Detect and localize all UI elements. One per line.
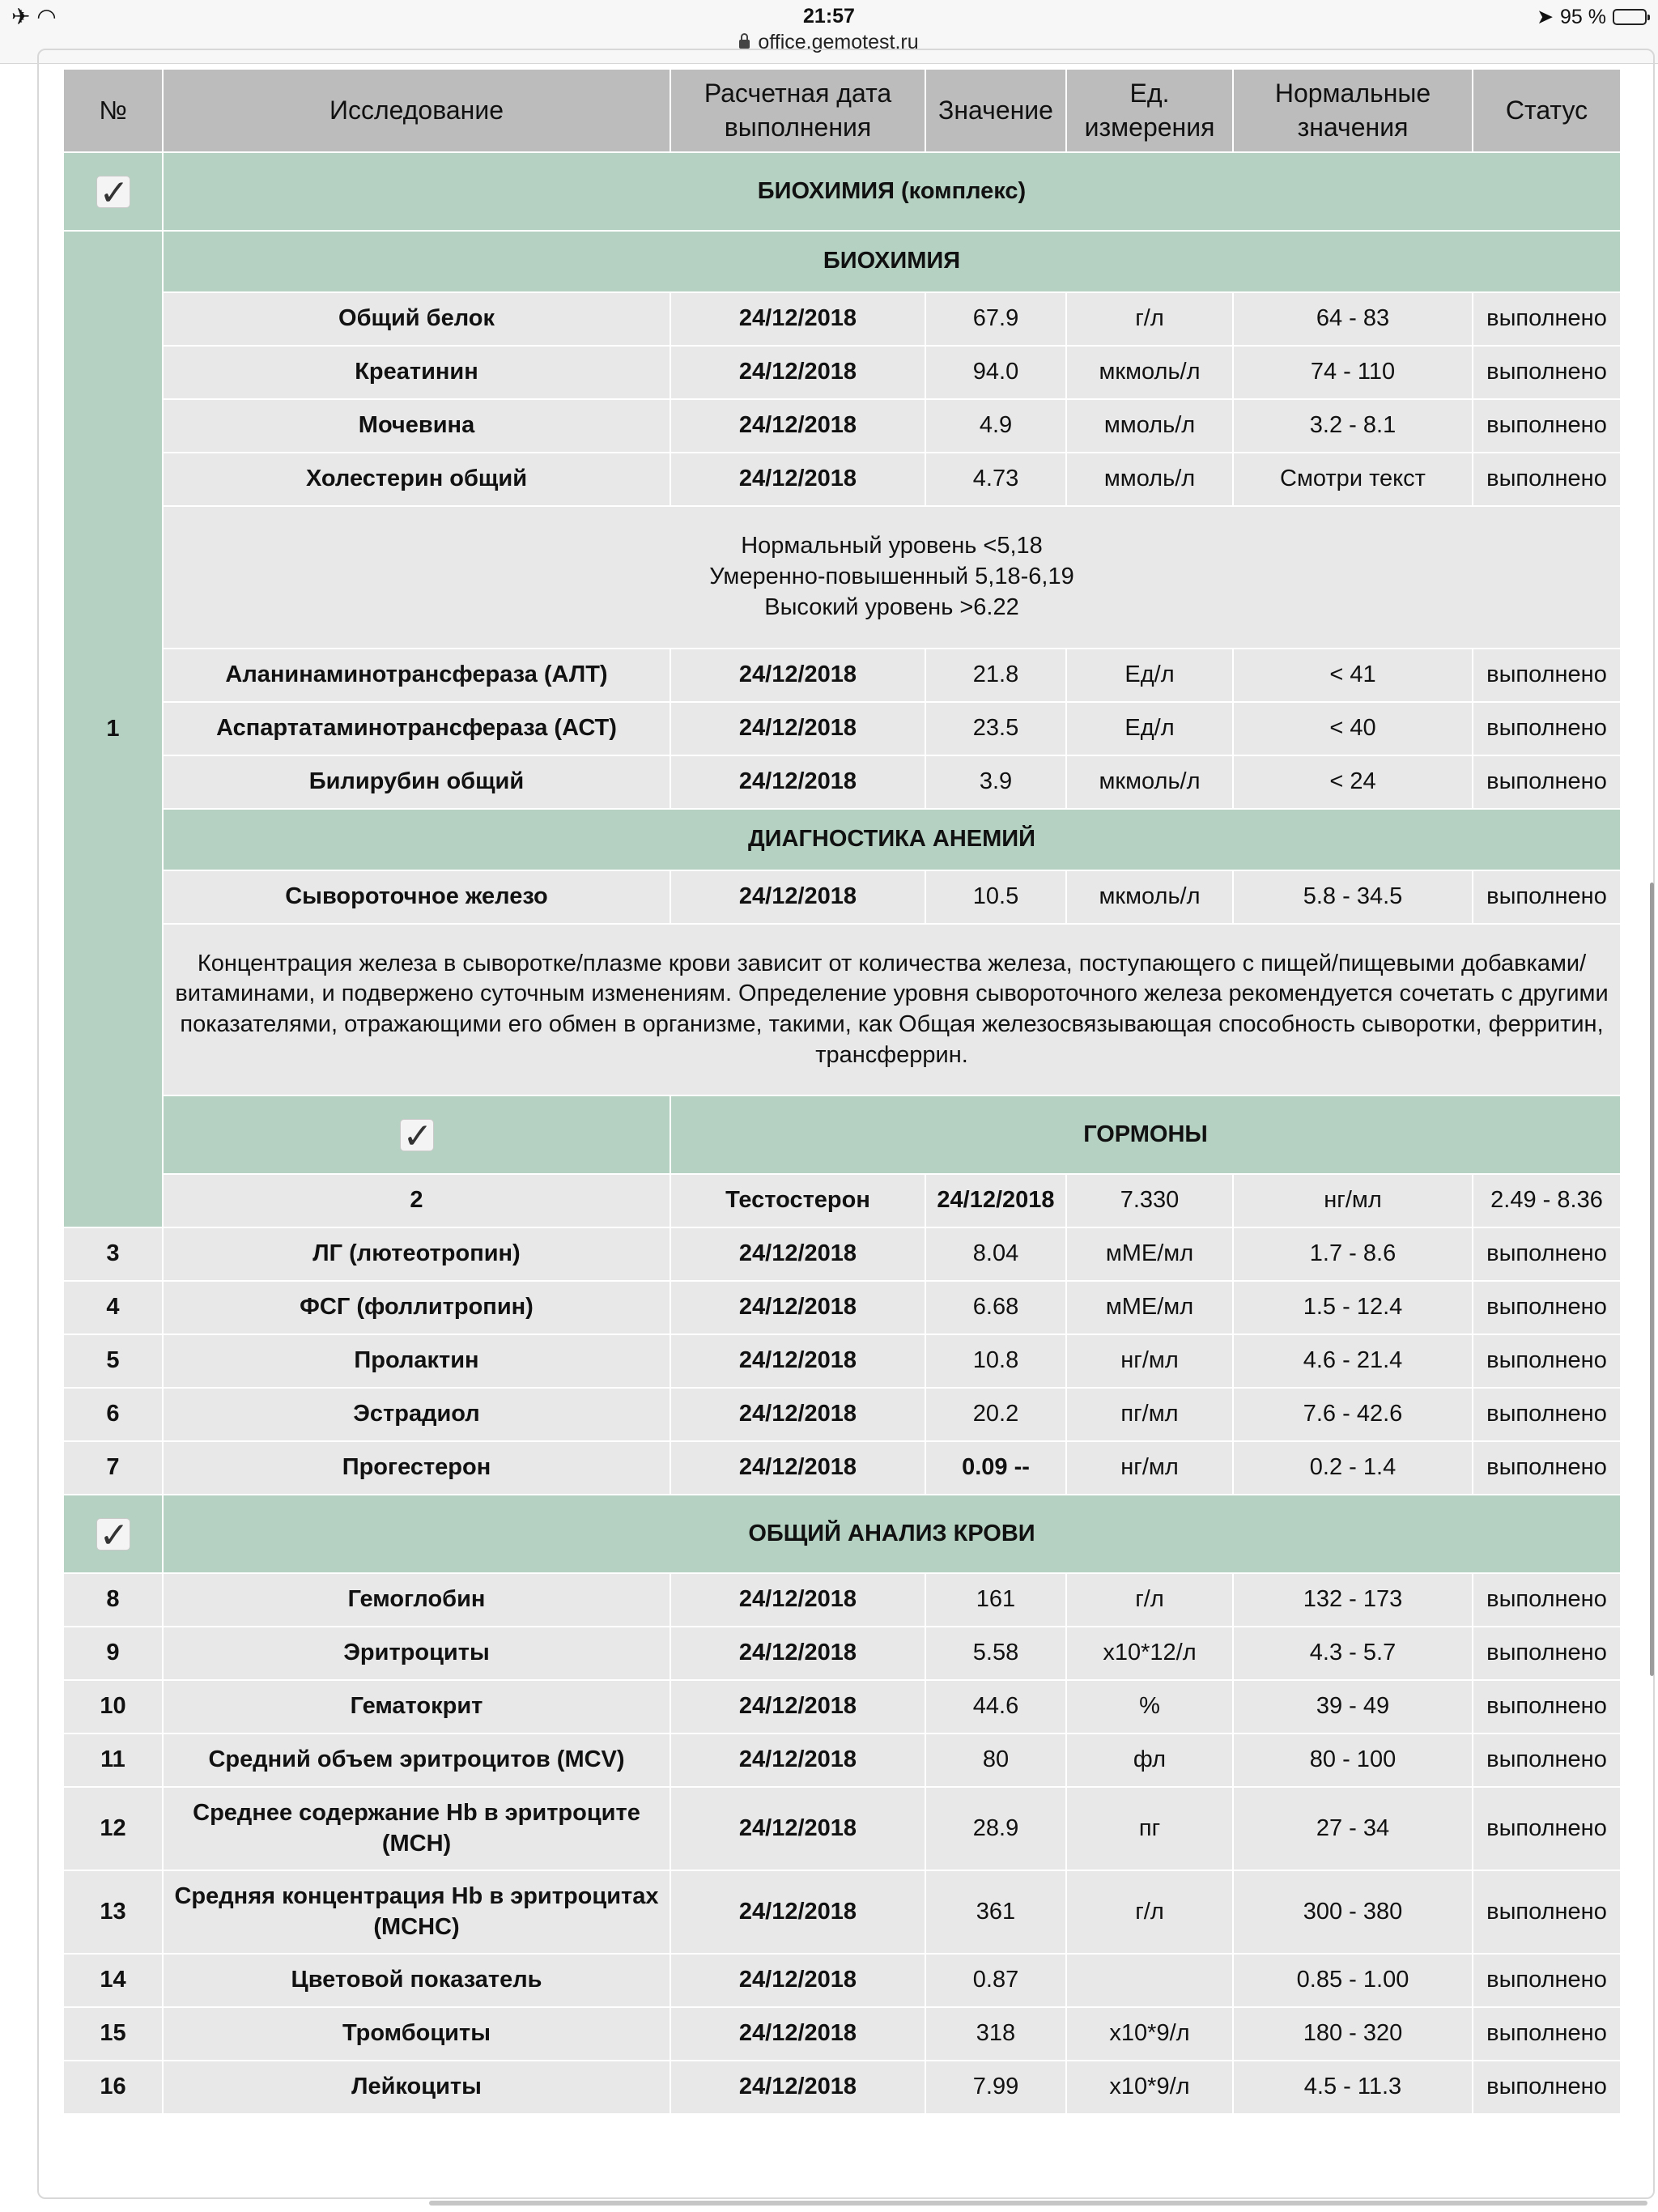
test-value: 80: [925, 1733, 1066, 1787]
col-number-header: №: [63, 69, 163, 152]
test-status: выполнено: [1473, 1281, 1621, 1334]
test-norm: 74 - 110: [1233, 346, 1473, 399]
subgroup-title: ДИАГНОСТИКА АНЕМИЙ: [163, 809, 1621, 870]
test-name: Аланинаминотрансфераза (АЛТ): [163, 649, 670, 702]
test-name: Средняя концентрация Hb в эритроцитах (MCHC): [163, 1870, 670, 1954]
test-norm: 132 - 173: [1233, 1573, 1473, 1627]
group-title: БИОХИМИЯ (комплекс): [163, 152, 1621, 231]
wifi-icon: ◠: [36, 4, 57, 29]
test-norm: 5.8 - 34.5: [1233, 870, 1473, 924]
test-value: 0.09 --: [925, 1441, 1066, 1495]
row-number: 13: [63, 1870, 163, 1954]
test-date: 24/12/2018: [670, 1388, 925, 1441]
table-row: [63, 702, 1621, 755]
test-value: 361: [925, 1870, 1066, 1954]
test-name: ЛГ (лютеотропин): [163, 1227, 670, 1281]
test-date: 24/12/2018: [670, 1627, 925, 1680]
table-row: [63, 1627, 1621, 1680]
test-value: 28.9: [925, 1787, 1066, 1870]
test-unit: х10*9/л: [1066, 2061, 1233, 2114]
row-number: 3: [63, 1227, 163, 1281]
row-number: 16: [63, 2061, 163, 2114]
table-row: [63, 453, 1621, 506]
test-unit: г/л: [1066, 1573, 1233, 1627]
test-date: 24/12/2018: [670, 1954, 925, 2007]
test-status: выполнено: [1473, 1441, 1621, 1495]
test-name: Гемоглобин: [163, 1573, 670, 1627]
test-status: выполнено: [1473, 1627, 1621, 1680]
table-row: [63, 1733, 1621, 1787]
test-name: Цветовой показатель: [163, 1954, 670, 2007]
test-date: 24/12/2018: [670, 1870, 925, 1954]
test-status: выполнено: [1473, 1573, 1621, 1627]
test-name: Эстрадиол: [163, 1388, 670, 1441]
test-status: выполнено: [1473, 649, 1621, 702]
test-unit: х10*9/л: [1066, 2007, 1233, 2061]
group-checkbox[interactable]: [163, 1095, 670, 1174]
row-number: 4: [63, 1281, 163, 1334]
table-row: [63, 1281, 1621, 1334]
test-name: Среднее содержание Hb в эритроците (MCH): [163, 1787, 670, 1870]
test-value: 318: [925, 2007, 1066, 2061]
battery-icon: [1613, 9, 1647, 25]
test-norm: 7.6 - 42.6: [1233, 1388, 1473, 1441]
clock: 21:57: [803, 5, 855, 28]
checkmark-icon[interactable]: [96, 176, 130, 208]
location-arrow-icon: ➤: [1537, 6, 1554, 28]
iron-note: Концентрация железа в сыворотке/плазме крови зависит от количества железа, поступающего с пищей/пищевыми добавками/витаминами, и подвержено суточным изменениям. Определение уровня сывороточного железа рекомендуется сочетать с другими показателями, отражающими его обмен в организме, такими, как Общая железосвязывающая способность сыворотки, ферритин, трансферрин.: [163, 924, 1621, 1095]
test-norm: 180 - 320: [1233, 2007, 1473, 2061]
test-value: 4.73: [925, 453, 1066, 506]
test-norm: < 24: [1233, 755, 1473, 809]
col-value-header: Значение: [925, 69, 1066, 152]
test-norm: 80 - 100: [1233, 1733, 1473, 1787]
table-row: [63, 2061, 1621, 2114]
col-test-header: Исследование: [163, 69, 670, 152]
note-line: Высокий уровень >6.22: [764, 593, 1019, 620]
subgroup-title: БИОХИМИЯ: [163, 231, 1621, 292]
test-date: 24/12/2018: [925, 1174, 1066, 1227]
note-row: [63, 924, 1621, 1095]
group-title: ОБЩИЙ АНАЛИЗ КРОВИ: [163, 1495, 1621, 1573]
test-date: 24/12/2018: [670, 1733, 925, 1787]
test-norm: < 40: [1233, 702, 1473, 755]
test-value: 7.330: [1066, 1174, 1233, 1227]
test-unit: мМЕ/мл: [1066, 1281, 1233, 1334]
test-status: выполнено: [1473, 1787, 1621, 1870]
table-row: [63, 399, 1621, 453]
test-status: выполнено: [1473, 1388, 1621, 1441]
test-norm: 1.7 - 8.6: [1233, 1227, 1473, 1281]
test-name: Общий белок: [163, 292, 670, 346]
table-header: [63, 69, 1621, 152]
col-status-header: Статус: [1473, 69, 1621, 152]
test-value: 4.9: [925, 399, 1066, 453]
test-norm: 1.5 - 12.4: [1233, 1281, 1473, 1334]
row-number: 6: [63, 1388, 163, 1441]
test-value: 0.87: [925, 1954, 1066, 2007]
test-date: 24/12/2018: [670, 1334, 925, 1388]
table-row: [63, 1388, 1621, 1441]
test-unit: Ед/л: [1066, 649, 1233, 702]
table-row: [63, 1227, 1621, 1281]
row-number: 15: [63, 2007, 163, 2061]
group-title: ГОРМОНЫ: [670, 1095, 1621, 1174]
test-norm: 4.3 - 5.7: [1233, 1627, 1473, 1680]
test-unit: мкмоль/л: [1066, 870, 1233, 924]
table-row: [63, 1870, 1621, 1954]
test-name: Пролактин: [163, 1334, 670, 1388]
table-row: [63, 1680, 1621, 1733]
test-value: 3.9: [925, 755, 1066, 809]
note-row: [63, 506, 1621, 649]
test-name: Креатинин: [163, 346, 670, 399]
test-norm: 0.85 - 1.00: [1233, 1954, 1473, 2007]
col-date-header: Расчетная дата выполнения: [670, 69, 925, 152]
vertical-scrollbar[interactable]: [1650, 883, 1654, 1676]
test-date: 24/12/2018: [670, 870, 925, 924]
test-norm: 4.5 - 11.3: [1233, 2061, 1473, 2114]
group-header-biochem-complex: [63, 152, 1621, 231]
subgroup-header: [63, 231, 1621, 292]
test-status: выполнено: [1473, 702, 1621, 755]
test-value: 10.5: [925, 870, 1066, 924]
row-number: 2: [163, 1174, 670, 1227]
row-number: 10: [63, 1680, 163, 1733]
row-number: 7: [63, 1441, 163, 1495]
test-name: Билирубин общий: [163, 755, 670, 809]
test-date: 24/12/2018: [670, 399, 925, 453]
test-unit: мкмоль/л: [1066, 346, 1233, 399]
test-value: 7.99: [925, 2061, 1066, 2114]
group-checkbox[interactable]: [63, 1495, 163, 1573]
test-norm: 27 - 34: [1233, 1787, 1473, 1870]
horizontal-scrollbar[interactable]: [429, 2201, 1647, 2206]
test-name: Прогестерон: [163, 1441, 670, 1495]
test-name: Средний объем эритроцитов (MCV): [163, 1733, 670, 1787]
test-date: 24/12/2018: [670, 1281, 925, 1334]
test-status: выполнено: [1473, 1680, 1621, 1733]
subgroup-header: [63, 809, 1621, 870]
test-name: ФСГ (фоллитропин): [163, 1281, 670, 1334]
test-status: выполнено: [1473, 399, 1621, 453]
test-value: 6.68: [925, 1281, 1066, 1334]
test-value: 10.8: [925, 1334, 1066, 1388]
test-status: выполнено: [1473, 2007, 1621, 2061]
cholesterol-note: [163, 506, 1621, 649]
test-unit: пг: [1066, 1787, 1233, 1870]
table-row: [63, 649, 1621, 702]
test-norm: 4.6 - 21.4: [1233, 1334, 1473, 1388]
lock-icon: [739, 40, 750, 49]
test-value: 161: [925, 1573, 1066, 1627]
test-unit: нг/мл: [1066, 1334, 1233, 1388]
row-number: 9: [63, 1627, 163, 1680]
row-number: 5: [63, 1334, 163, 1388]
group-header-hormones: [63, 1095, 1621, 1174]
test-status: выполнено: [1473, 453, 1621, 506]
col-norm-header: Нормальные значения: [1233, 69, 1473, 152]
test-name: Тестостерон: [670, 1174, 925, 1227]
test-unit: мМЕ/мл: [1066, 1227, 1233, 1281]
row-number: 12: [63, 1787, 163, 1870]
test-unit: г/л: [1066, 1870, 1233, 1954]
table-row: [63, 1441, 1621, 1495]
test-unit: [1066, 1954, 1233, 2007]
test-norm: 64 - 83: [1233, 292, 1473, 346]
row-number: 1: [63, 231, 163, 1227]
url-text: office.gemotest.ru: [758, 31, 919, 53]
group-header-blood: [63, 1495, 1621, 1573]
test-unit: ммоль/л: [1066, 453, 1233, 506]
test-unit: ммоль/л: [1066, 399, 1233, 453]
group-checkbox[interactable]: [63, 152, 163, 231]
test-name: Аспартатаминотрансфераза (АСТ): [163, 702, 670, 755]
test-unit: %: [1066, 1680, 1233, 1733]
test-status: выполнено: [1473, 1227, 1621, 1281]
test-name: Мочевина: [163, 399, 670, 453]
test-status: выполнено: [1473, 2061, 1621, 2114]
table-row: [63, 2007, 1621, 2061]
test-value: 5.58: [925, 1627, 1066, 1680]
test-date: 24/12/2018: [670, 453, 925, 506]
test-name: Сывороточное железо: [163, 870, 670, 924]
test-value: 23.5: [925, 702, 1066, 755]
row-number: 8: [63, 1573, 163, 1627]
test-value: 44.6: [925, 1680, 1066, 1733]
table-row: [63, 1573, 1621, 1627]
test-unit: пг/мл: [1066, 1388, 1233, 1441]
test-name: Лейкоциты: [163, 2061, 670, 2114]
table-row: [63, 755, 1621, 809]
test-date: 24/12/2018: [670, 346, 925, 399]
test-unit: мкмоль/л: [1066, 755, 1233, 809]
table-row: [63, 346, 1621, 399]
test-date: 24/12/2018: [670, 649, 925, 702]
test-name: Тромбоциты: [163, 2007, 670, 2061]
table-row: [63, 1954, 1621, 2007]
test-status: выполнено: [1473, 1334, 1621, 1388]
test-date: 24/12/2018: [670, 2061, 925, 2114]
note-line: Нормальный уровень <5,18: [741, 533, 1043, 559]
test-norm: 300 - 380: [1233, 1870, 1473, 1954]
test-value: 20.2: [925, 1388, 1066, 1441]
test-date: 24/12/2018: [670, 1787, 925, 1870]
test-norm: Смотри текст: [1233, 453, 1473, 506]
test-value: 67.9: [925, 292, 1066, 346]
note-line: Умеренно-повышенный 5,18-6,19: [709, 564, 1074, 590]
test-date: 24/12/2018: [670, 292, 925, 346]
test-date: 24/12/2018: [670, 755, 925, 809]
test-value: 8.04: [925, 1227, 1066, 1281]
test-value: 21.8: [925, 649, 1066, 702]
test-norm: 39 - 49: [1233, 1680, 1473, 1733]
test-norm: 3.2 - 8.1: [1233, 399, 1473, 453]
test-date: 24/12/2018: [670, 2007, 925, 2061]
col-unit-header: Ед. измерения: [1066, 69, 1233, 152]
test-unit: нг/мл: [1066, 1441, 1233, 1495]
row-number: 14: [63, 1954, 163, 2007]
test-status: выполнено: [1473, 755, 1621, 809]
table-row: [63, 1174, 1621, 1227]
table-row: [63, 1334, 1621, 1388]
test-name: Эритроциты: [163, 1627, 670, 1680]
checkmark-icon[interactable]: [400, 1119, 434, 1151]
status-right: [1537, 5, 1647, 29]
test-status: выполнено: [1473, 1870, 1621, 1954]
battery-percent: 95 %: [1560, 5, 1606, 28]
test-unit: нг/мл: [1233, 1174, 1473, 1227]
table-row: [63, 870, 1621, 924]
test-norm: < 41: [1233, 649, 1473, 702]
test-status: выполнено: [1473, 292, 1621, 346]
test-status: выполнено: [1473, 870, 1621, 924]
test-value: 94.0: [925, 346, 1066, 399]
test-date: 24/12/2018: [670, 1680, 925, 1733]
test-unit: г/л: [1066, 292, 1233, 346]
test-date: 24/12/2018: [670, 702, 925, 755]
test-norm: 0.2 - 1.4: [1233, 1441, 1473, 1495]
row-number: 11: [63, 1733, 163, 1787]
checkmark-icon[interactable]: [96, 1518, 130, 1551]
test-unit: х10*12/л: [1066, 1627, 1233, 1680]
test-date: 24/12/2018: [670, 1441, 925, 1495]
test-date: 24/12/2018: [670, 1227, 925, 1281]
test-name: Холестерин общий: [163, 453, 670, 506]
test-unit: фл: [1066, 1733, 1233, 1787]
test-unit: Ед/л: [1066, 702, 1233, 755]
results-table: [62, 68, 1622, 2115]
test-norm: 2.49 - 8.36: [1473, 1174, 1621, 1227]
test-status: выполнено: [1473, 1954, 1621, 2007]
table-row: [63, 1787, 1621, 1870]
table-row: [63, 292, 1621, 346]
test-date: 24/12/2018: [670, 1573, 925, 1627]
test-status: выполнено: [1473, 1733, 1621, 1787]
airplane-wifi-icons: ✈ ◠: [11, 4, 57, 29]
test-status: выполнено: [1473, 346, 1621, 399]
test-name: Гематокрит: [163, 1680, 670, 1733]
